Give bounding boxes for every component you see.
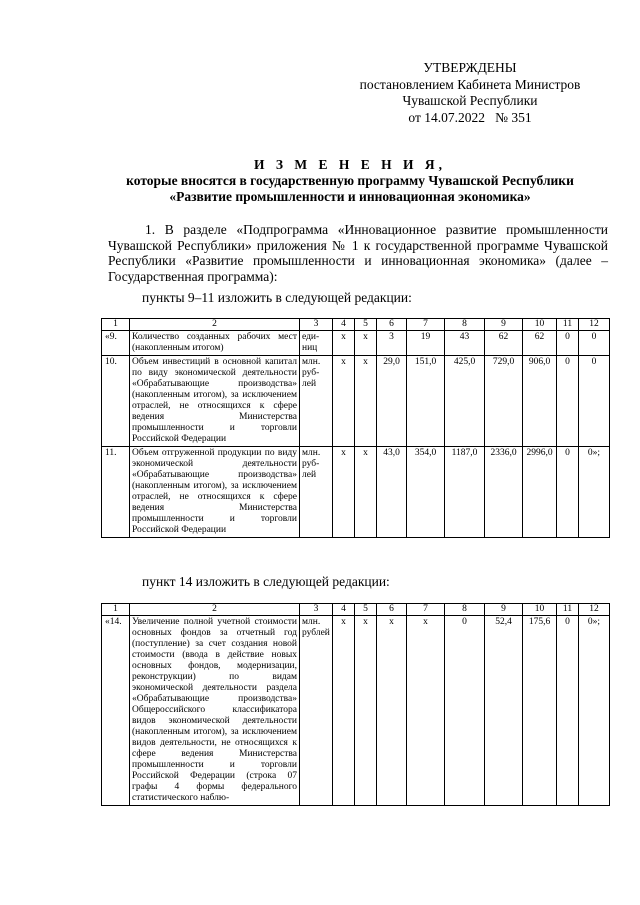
table-item-14 <box>101 603 610 806</box>
row-number: «9. <box>102 331 130 356</box>
row-value: 43 <box>445 331 485 356</box>
row-value: 175,6 <box>523 616 557 806</box>
row-value: х <box>333 356 355 447</box>
row-value: 2336,0 <box>485 447 523 538</box>
row-value: 0 <box>557 447 579 538</box>
header-cell: 5 <box>355 604 377 616</box>
header-cell: 6 <box>377 319 407 331</box>
table-header-row <box>102 319 610 331</box>
header-cell: 2 <box>130 604 300 616</box>
row-value: х <box>355 356 377 447</box>
table-row <box>102 447 610 538</box>
row-number: 10. <box>102 356 130 447</box>
table-header-row <box>102 604 610 616</box>
header-cell: 1 <box>102 319 130 331</box>
row-description: Объем отгруженной продукции по виду экономической деятельности «Обрабатывающие производства» (накопленным итогом), за исключением отраслей, не относящихся к сфере ведения Министерства промышленности и торговли Российской Федерации <box>130 447 300 538</box>
row-value: 906,0 <box>523 356 557 447</box>
header-cell: 5 <box>355 319 377 331</box>
document-title <box>60 157 640 205</box>
header-cell: 7 <box>407 604 445 616</box>
row-value: 0 <box>557 331 579 356</box>
row-value: 729,0 <box>485 356 523 447</box>
row-value: х <box>355 331 377 356</box>
title-line-3: «Развитие промышленности и инновационная экономика» <box>169 189 531 204</box>
row-number: 11. <box>102 447 130 538</box>
header-cell: 11 <box>557 604 579 616</box>
title-heading: И З М Е Н Е Н И Я, <box>253 157 446 172</box>
row-unit: млн. руб-лей <box>300 356 333 447</box>
header-cell: 1 <box>102 604 130 616</box>
header-cell: 7 <box>407 319 445 331</box>
header-cell: 12 <box>579 604 610 616</box>
header-cell: 3 <box>300 604 333 616</box>
row-value: 151,0 <box>407 356 445 447</box>
row-value: 0»; <box>579 447 610 538</box>
header-cell: 8 <box>445 319 485 331</box>
row-value: х <box>355 616 377 806</box>
row-value: 0»; <box>579 616 610 806</box>
header-cell: 9 <box>485 319 523 331</box>
title-line-2: которые вносятся в государственную программу Чувашской Республики <box>126 173 574 188</box>
header-cell: 4 <box>333 604 355 616</box>
header-cell: 6 <box>377 604 407 616</box>
row-value: 354,0 <box>407 447 445 538</box>
row-value: 0 <box>557 356 579 447</box>
approval-date: от 14.07.2022 № 351 <box>408 109 532 125</box>
header-cell: 10 <box>523 604 557 616</box>
approval-line-3: Чувашской Республики <box>402 93 538 108</box>
row-value: 62 <box>523 331 557 356</box>
row-number: «14. <box>102 616 130 806</box>
header-cell: 3 <box>300 319 333 331</box>
header-cell: 8 <box>445 604 485 616</box>
approval-title: УТВЕРЖДЕНЫ <box>423 60 517 75</box>
row-value: х <box>407 616 445 806</box>
row-description: Объем инвестиций в основной капитал по виду экономической деятельности «Обрабатывающие производства» (накопленным итогом), за исключением отраслей, не относящихся к сфере ведения Министерства промышленности и торговли Российской Федерации <box>130 356 300 447</box>
row-value: 52,4 <box>485 616 523 806</box>
header-cell: 9 <box>485 604 523 616</box>
row-value: 1187,0 <box>445 447 485 538</box>
row-value: 19 <box>407 331 445 356</box>
row-value: х <box>333 447 355 538</box>
row-value: х <box>333 331 355 356</box>
header-cell: 12 <box>579 319 610 331</box>
row-value: х <box>377 616 407 806</box>
intro-item-14: пункт 14 изложить в следующей редакции: <box>142 574 390 589</box>
row-description: Количество созданных рабочих мест (накопленным итогом) <box>130 331 300 356</box>
header-cell: 10 <box>523 319 557 331</box>
table-items-9-11 <box>101 318 610 538</box>
paragraph-1 <box>108 222 608 284</box>
table-row <box>102 356 610 447</box>
row-value: 0 <box>445 616 485 806</box>
row-value: 425,0 <box>445 356 485 447</box>
row-value: 62 <box>485 331 523 356</box>
paragraph-1-text: 1. В разделе «Подпрограмма «Инновационное развитие промышленности Чувашской Республики» приложения № 1 к государственной программе Чувашской Республики «Развитие промышленности и инновационная экономика» (далее – Государственная программа): <box>108 222 608 284</box>
row-value: 3 <box>377 331 407 356</box>
row-value: 0 <box>557 616 579 806</box>
row-unit: млн. рублей <box>300 616 333 806</box>
row-value: 43,0 <box>377 447 407 538</box>
row-description: Увеличение полной учетной стоимости основных фондов за отчетный год (поступление) за счет создания новой стоимости (ввода в действие новых основных фондов, модернизации, реконструкции) по видам экономической деятельности раздела «Обрабатывающие производства» Общероссийского классификатора видов экономической деятельности (накопленным итогом), за исключением видов деятельности, не относящихся к сфере ведения Министерства промышленности и торговли Российской Федерации (строка 07 графы 4 формы федерального статистического наблю- <box>130 616 300 806</box>
row-unit: млн. руб-лей <box>300 447 333 538</box>
row-unit: еди-ниц <box>300 331 333 356</box>
row-value: х <box>333 616 355 806</box>
row-value: 29,0 <box>377 356 407 447</box>
header-cell: 11 <box>557 319 579 331</box>
table-row <box>102 616 610 806</box>
row-value: 0 <box>579 356 610 447</box>
row-value: х <box>355 447 377 538</box>
row-value: 0 <box>579 331 610 356</box>
row-value: 2996,0 <box>523 447 557 538</box>
header-cell: 4 <box>333 319 355 331</box>
intro-items-9-11: пункты 9–11 изложить в следующей редакции: <box>142 290 412 305</box>
approval-line-2: постановлением Кабинета Министров <box>359 76 581 92</box>
header-cell: 2 <box>130 319 300 331</box>
approval-block <box>340 60 600 126</box>
table-row <box>102 331 610 356</box>
